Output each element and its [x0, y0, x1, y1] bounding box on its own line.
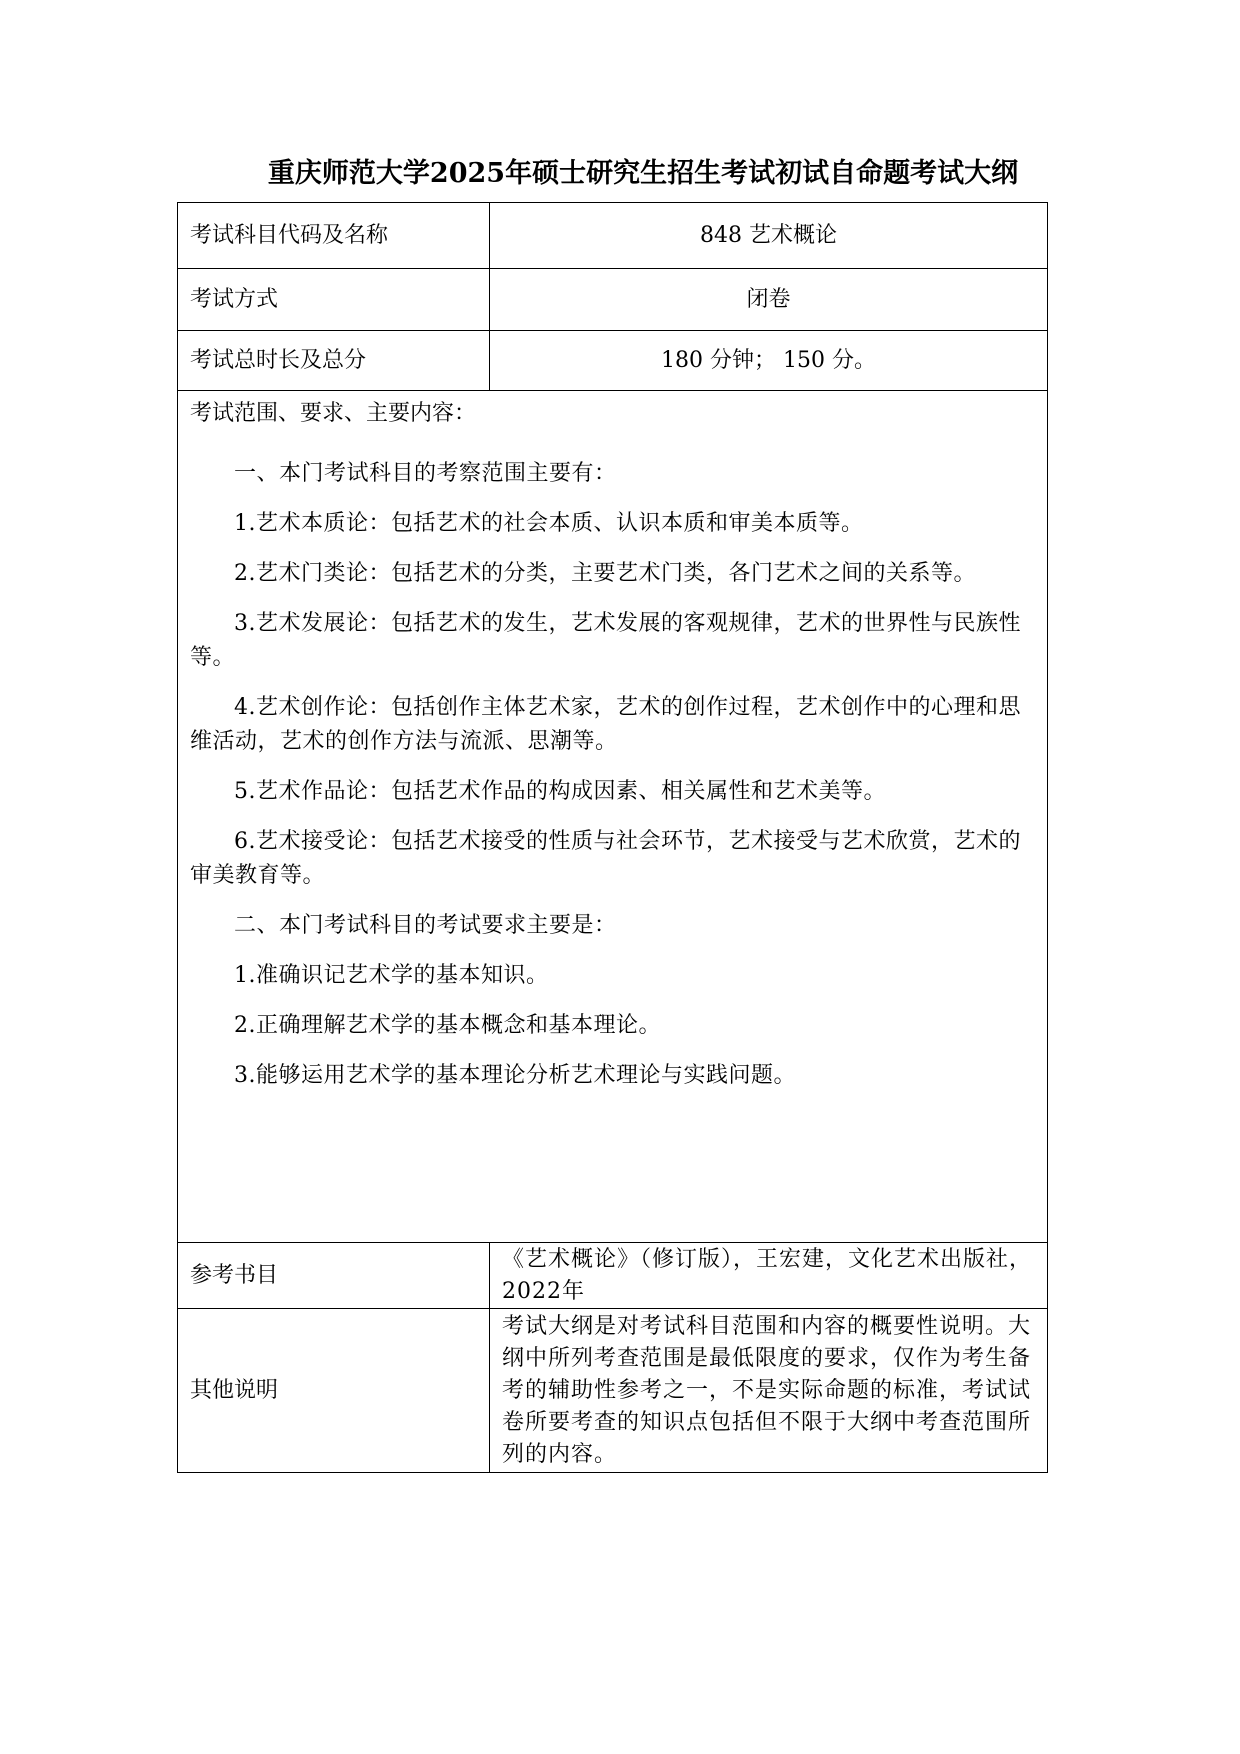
table-row-reference: [178, 1243, 1048, 1309]
syllabus-table: [177, 202, 1048, 1473]
content-paragraph: 1.艺术本质论：包括艺术的社会本质、认识本质和审美本质等。: [234, 511, 864, 536]
content-paragraph: 4.艺术创作论：包括创作主体艺术家，艺术的创作过程，艺术创作中的心理和思维活动，艺术的创作方法与流派、思潮等。: [190, 695, 1021, 754]
content-paragraph: 3.能够运用艺术学的基本理论分析艺术理论与实践问题。: [234, 1063, 796, 1088]
content-heading: 考试范围、要求、主要内容：: [190, 401, 477, 426]
reference-value: 《艺术概论》（修订版），王宏建，文化艺术出版社，2022年: [502, 1246, 1033, 1304]
table-row-notes: [178, 1309, 1048, 1473]
notes-label: 其他说明: [178, 1309, 490, 1473]
subject-value: 848 艺术概论: [490, 203, 1048, 269]
table-row-subject: [178, 203, 1048, 269]
reference-label: 参考书目: [178, 1243, 490, 1309]
content-paragraph: 1.准确识记艺术学的基本知识。: [234, 963, 549, 988]
content-paragraph: 6.艺术接受论：包括艺术接受的性质与社会环节，艺术接受与艺术欣赏，艺术的审美教育等。: [190, 829, 1021, 888]
content-paragraph: 5.艺术作品论：包括艺术作品的构成因素、相关属性和艺术美等。: [234, 779, 886, 804]
content-paragraph: 2.正确理解艺术学的基本概念和基本理论。: [234, 1013, 661, 1038]
table-row-mode: [178, 269, 1048, 331]
page-title: 重庆师范大学2025年硕士研究生招生考试初试自命题考试大纲: [267, 158, 1019, 189]
mode-value: 闭卷: [490, 269, 1048, 331]
content-body: [190, 457, 1035, 1093]
content-cell: [178, 391, 1048, 1243]
table-row-duration: [178, 331, 1048, 391]
content-paragraph: 二、本门考试科目的考试要求主要是：: [234, 913, 617, 938]
content-paragraph: 2.艺术门类论：包括艺术的分类，主要艺术门类，各门艺术之间的关系等。: [234, 561, 976, 586]
duration-label: 考试总时长及总分: [178, 331, 490, 391]
table-row-content: [178, 391, 1048, 1243]
reference-cell: [490, 1243, 1048, 1309]
content-paragraph: 3.艺术发展论：包括艺术的发生，艺术发展的客观规律，艺术的世界性与民族性等。: [190, 611, 1021, 670]
notes-cell: [490, 1309, 1048, 1473]
notes-value: 考试大纲是对考试科目范围和内容的概要性说明。大纲中所列考查范围是最低限度的要求，仅作为考生备考的辅助性参考之一，不是实际命题的标准，考试试卷所要考查的知识点包括但不限于大纲中考查范围所列的内容。: [502, 1313, 1032, 1467]
subject-label: 考试科目代码及名称: [178, 203, 490, 269]
duration-value: 180 分钟； 150 分。: [490, 331, 1048, 391]
mode-label: 考试方式: [178, 269, 490, 331]
content-paragraph: 一、本门考试科目的考察范围主要有：: [234, 461, 617, 486]
